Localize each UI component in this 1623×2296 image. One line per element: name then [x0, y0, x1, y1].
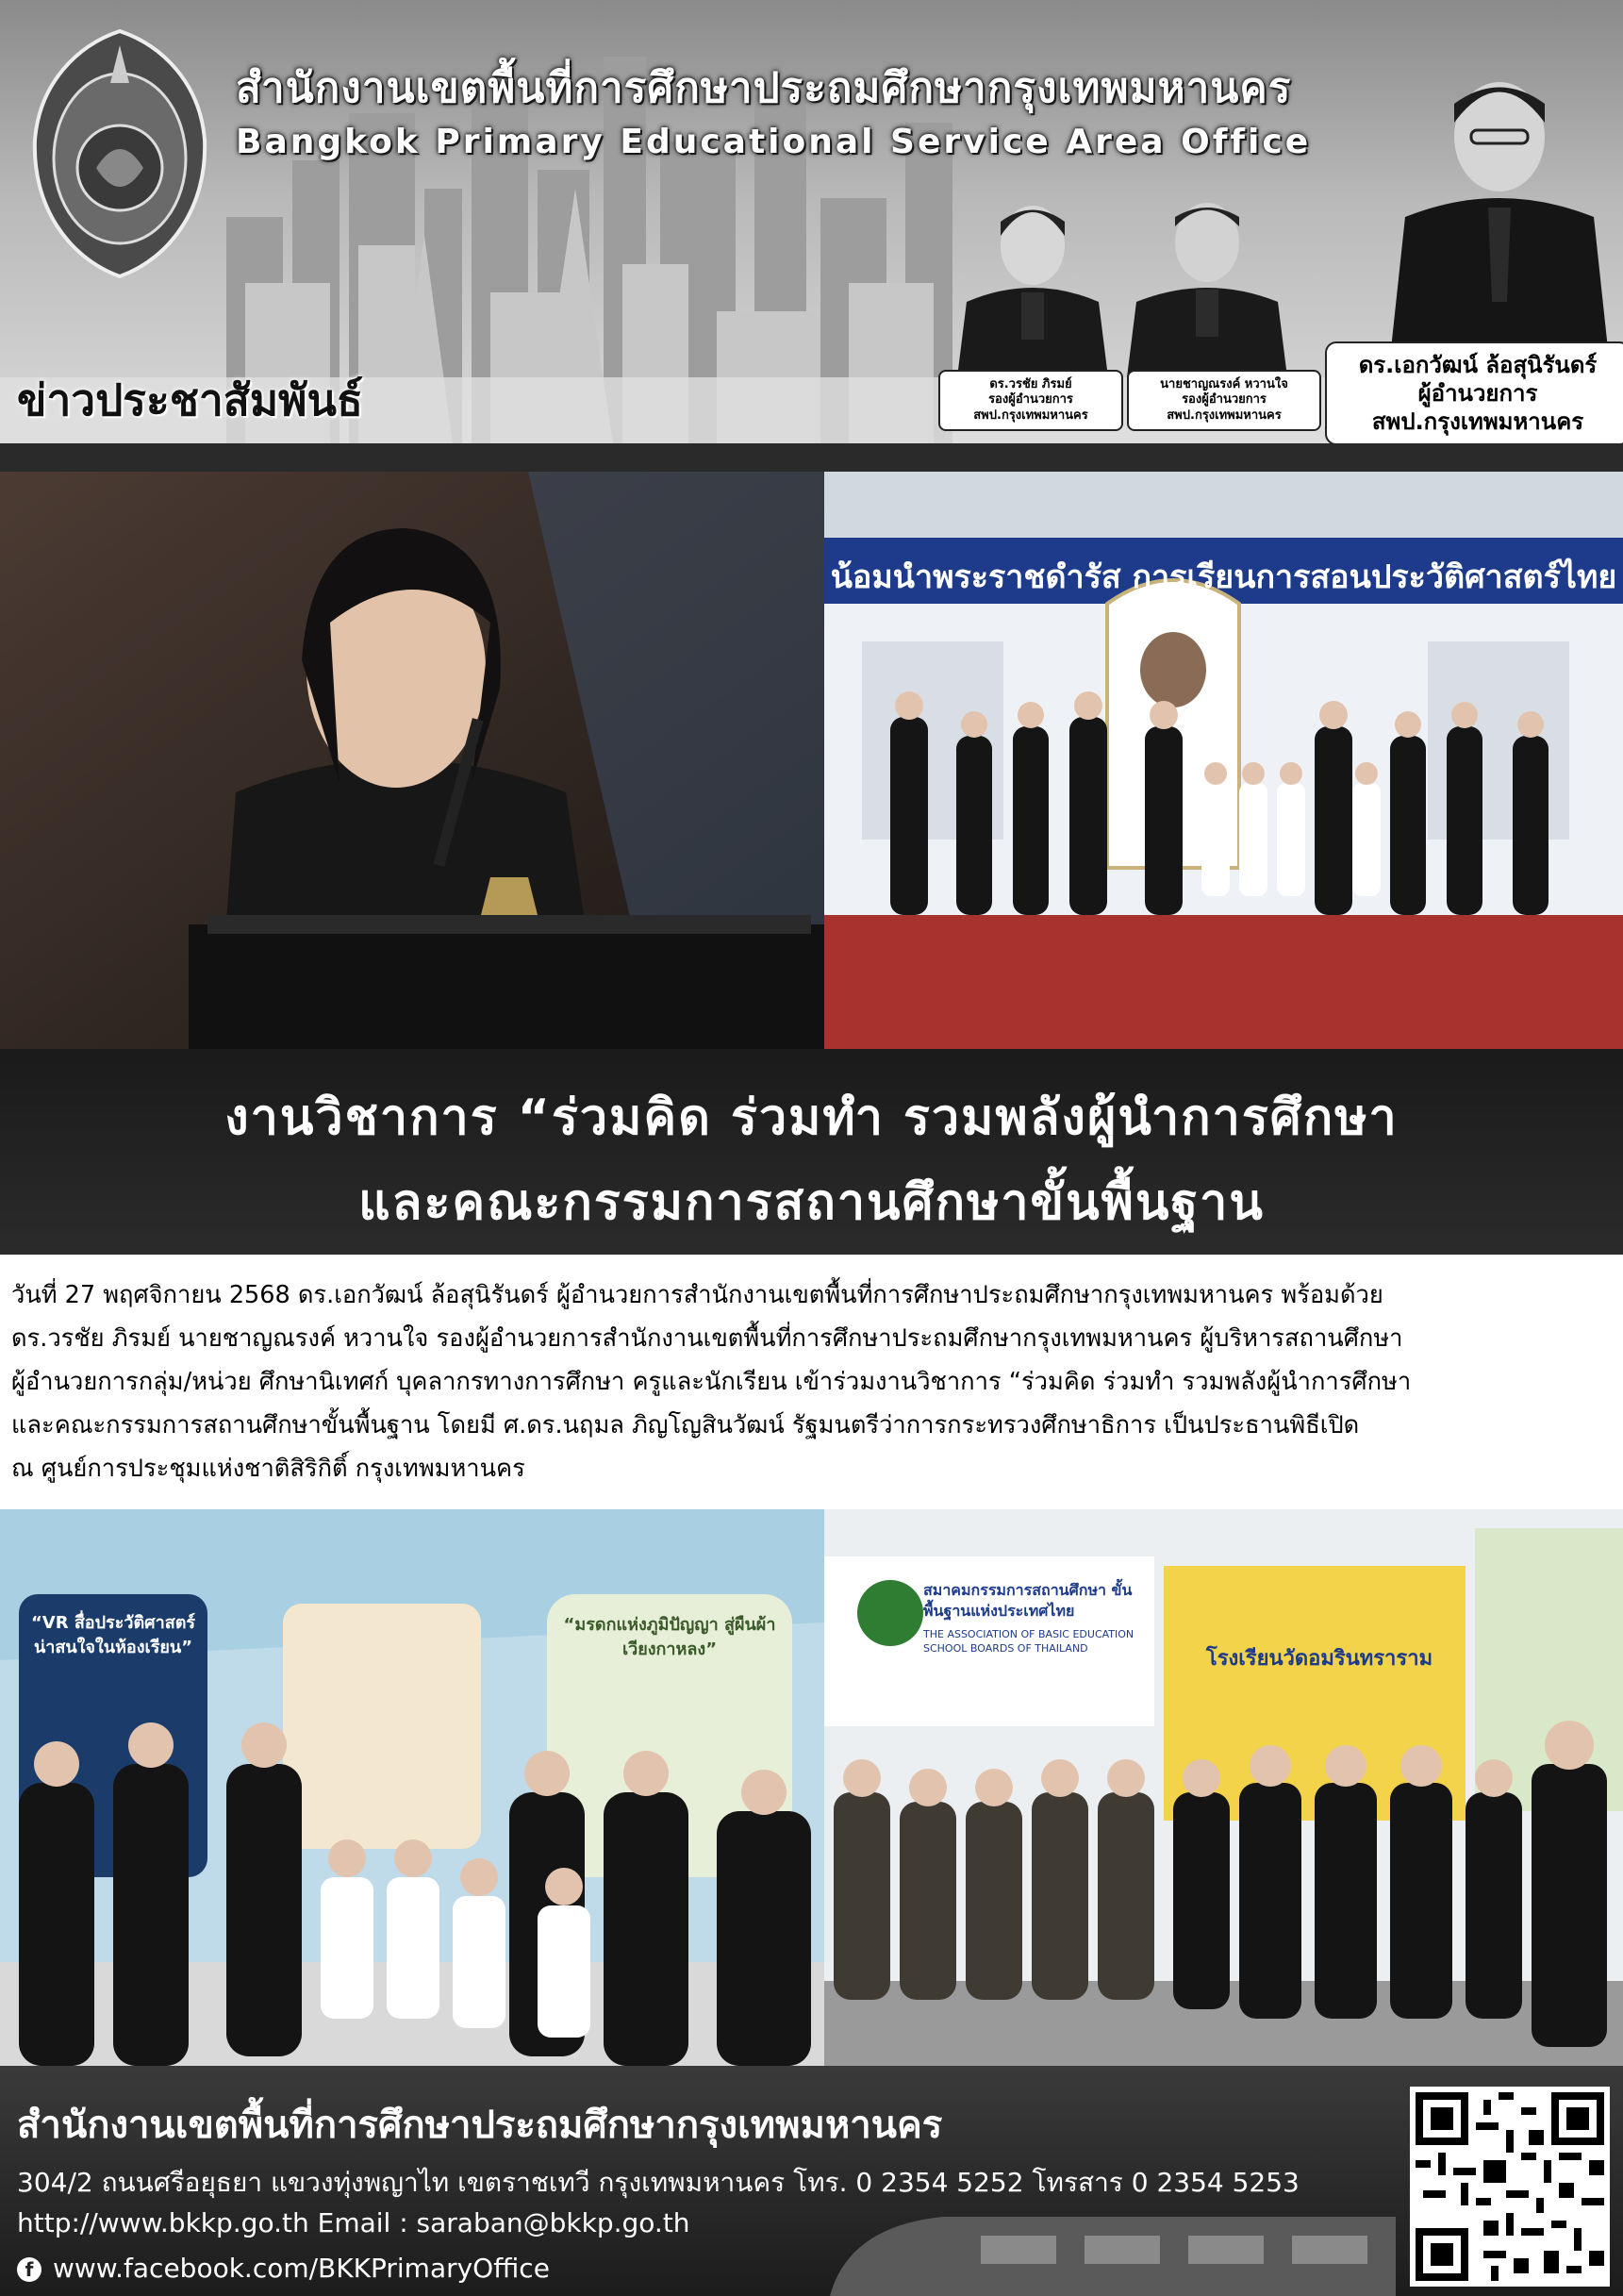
official-2-role: รองผู้อำนวยการ	[1182, 392, 1267, 408]
photo-school-board-association-booth	[824, 1509, 1623, 2066]
footer-website-email[interactable]: http://www.bkkp.go.th Email : saraban@bkkp.go.th	[17, 2207, 690, 2238]
official-portrait-3	[1386, 57, 1613, 349]
footer-facebook-link[interactable]: www.facebook.com/BKKPrimaryOffice	[53, 2253, 550, 2284]
news-body-text	[11, 1273, 1615, 1490]
official-3-name: ดร.เอกวัฒน์ ล้อสุนิรันดร์	[1358, 352, 1598, 378]
vr-booth-sign: “VR สื่อประวัติศาสตร์ น่าสนใจในห้องเรียน”	[30, 1613, 196, 1657]
facebook-icon: f	[17, 2257, 41, 2282]
body-line-5: ณ ศูนย์การประชุมแห่งชาติสิริกิติ์ กรุงเทพมหานคร	[11, 1455, 525, 1483]
official-1-name: ดร.วรชัย ภิรมย์	[989, 377, 1072, 391]
header	[0, 0, 1623, 443]
office-title-thai: สำนักงานเขตพื้นที่การศึกษาประถมศึกษากรุงเทพมหานคร	[236, 64, 1292, 112]
body-line-1: วันที่ 27 พฤศจิกายน 2568 ดร.เอกวัฒน์ ล้อสุนิรันดร์ ผู้อำนวยการสำนักงานเขตพื้นที่การศึกษาประถมศึกษากรุงเทพมหานคร พร้อมด้วย	[11, 1281, 1383, 1309]
footer	[0, 2066, 1623, 2296]
office-emblem-logo	[21, 26, 219, 281]
footer-facebook-row[interactable]	[17, 2253, 550, 2284]
headline-line-2: และคณะกรรมการสถานศึกษาขั้นพื้นฐาน	[358, 1174, 1265, 1231]
skytrain-graphic	[811, 2207, 1396, 2296]
body-line-4: และคณะกรรมการสถานศึกษาขั้นพื้นฐาน โดยมี ศ.ดร.นฤมล ภิญโญสินวัฒน์ รัฐมนตรีว่าการกระทรวงศึกษาธิการ เป็นประธานพิธีเปิด	[11, 1411, 1360, 1439]
official-caption-3	[1325, 341, 1623, 443]
qr-code[interactable]	[1410, 2087, 1610, 2287]
header-divider	[0, 443, 1623, 472]
association-sign-thai: สมาคมกรรมการสถานศึกษา ขั้นพื้นฐานแห่งประเทศไทย	[923, 1581, 1133, 1620]
school-sign: โรงเรียนวัดอมรินทราราม	[1205, 1647, 1433, 1671]
photo-vr-history-booth	[0, 1509, 824, 2066]
footer-address: 304/2 ถนนศรีอยุธยา แขวงทุ่งพญาไท เขตราชเทวี กรุงเทพมหานคร โทร. 0 2354 5252 โทรสาร 0 2354 5253	[17, 2167, 1300, 2198]
heritage-booth-sign: “มรดกแห่งภูมิปัญญา สู่ผืนผ้าเวียงกาหลง”	[563, 1615, 776, 1659]
official-caption-2	[1127, 370, 1321, 431]
body-line-2: ดร.วรชัย ภิรมย์ นายชาญณรงค์ หวานใจ รองผู้อำนวยการสำนักงานเขตพื้นที่การศึกษาประถมศึกษากรุงเทพมหานคร ผู้บริหารสถานศึกษา	[11, 1324, 1403, 1353]
press-release-label: ข่าวประชาสัมพันธ์	[17, 374, 364, 425]
headline-band	[0, 1049, 1623, 1255]
association-sign-english: THE ASSOCIATION OF BASIC EDUCATION SCHOOL BOARDS OF THAILAND	[923, 1628, 1134, 1655]
photo-minister-speech	[0, 472, 824, 1049]
body-line-3: ผู้อำนวยการกลุ่ม/หน่วย ศึกษานิเทศก์ บุคลากรทางการศึกษา ครูและนักเรียน เข้าร่วมงานวิชาการ “ร่วมคิด ร่วมทำ รวมพลังผู้นำการศึกษา	[11, 1368, 1412, 1396]
footer-office-name: สำนักงานเขตพื้นที่การศึกษาประถมศึกษากรุงเทพมหานคร	[17, 2104, 943, 2147]
official-portrait-2	[1118, 184, 1297, 377]
exhibition-banner-text: น้อมนำพระราชดำรัส การเรียนการสอนประวัติศาสตร์ไทย	[830, 558, 1617, 596]
official-2-name: นายชาญณรงค์ หวานใจ	[1160, 377, 1288, 391]
headline-line-1: งานวิชาการ “ร่วมคิด ร่วมทำ รวมพลังผู้นำการศึกษา	[224, 1090, 1399, 1146]
official-1-org: สพป.กรุงเทพมหานคร	[973, 408, 1088, 423]
office-title-english: Bangkok Primary Educational Service Area Office	[236, 123, 1312, 161]
official-portrait-1	[948, 189, 1118, 377]
official-2-org: สพป.กรุงเทพมหานคร	[1167, 408, 1282, 423]
official-3-org: สพป.กรุงเทพมหานคร	[1371, 408, 1584, 435]
photo-history-exhibition-booth	[824, 472, 1623, 1049]
official-1-role: รองผู้อำนวยการ	[988, 392, 1073, 408]
official-3-role: ผู้อำนวยการ	[1417, 380, 1538, 407]
official-caption-1	[938, 370, 1123, 431]
